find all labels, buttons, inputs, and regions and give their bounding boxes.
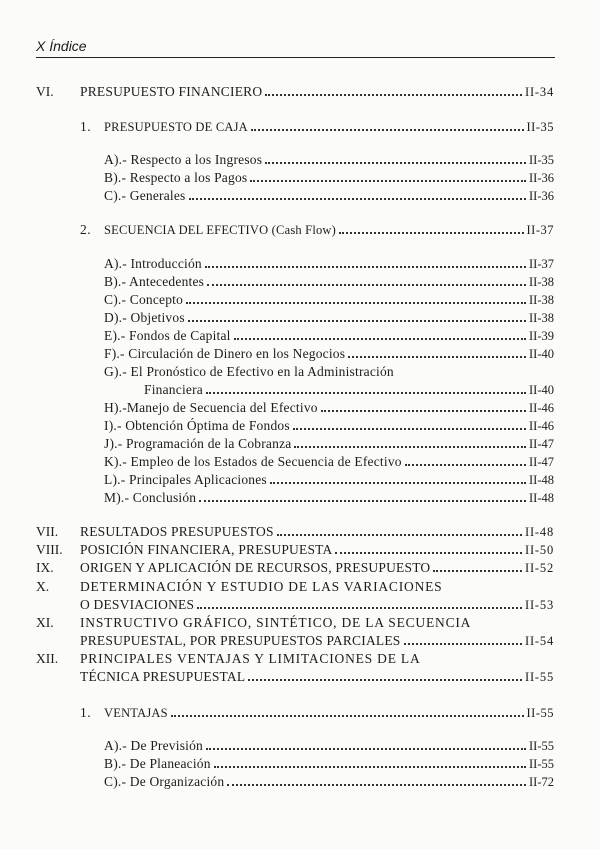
- toc-title: O DESVIACIONES: [80, 597, 195, 612]
- leader-dots: [335, 552, 522, 554]
- toc-entry-vii[interactable]: [80, 524, 554, 540]
- toc-entry-vi-2-l[interactable]: [104, 472, 554, 488]
- toc-title-xi-line1: INSTRUCTIVO GRÁFICO, SINTÉTICO, DE LA SECUENCIA: [80, 615, 472, 630]
- toc-page: II-53: [525, 598, 554, 612]
- toc-title: SECUENCIA DEL EFECTIVO (Cash Flow): [104, 223, 337, 237]
- leader-dots: [339, 232, 523, 234]
- toc-entry-vi-2-m[interactable]: [104, 490, 554, 506]
- toc-number-xii: XII.: [36, 651, 59, 666]
- toc-entry-vi-2-g[interactable]: [144, 382, 554, 398]
- leader-dots: [227, 784, 526, 786]
- toc-entry-vi-2-e[interactable]: [104, 328, 554, 344]
- leader-dots: [214, 766, 526, 768]
- toc-page: II-50: [525, 543, 554, 557]
- toc-page: II-37: [529, 257, 554, 271]
- toc-page: II-36: [529, 171, 554, 185]
- toc-title: C).- De Organización: [104, 774, 225, 789]
- toc-title-x-line1: DETERMINACIÓN Y ESTUDIO DE LAS VARIACIONES: [80, 579, 443, 594]
- toc-page: II-36: [529, 189, 554, 203]
- toc-title: L).- Principales Aplicaciones: [104, 472, 267, 487]
- leader-dots: [348, 356, 526, 358]
- toc-entry-xi[interactable]: [80, 633, 554, 649]
- toc-title: PRESUPUESTO FINANCIERO: [80, 84, 263, 99]
- toc-entry-x[interactable]: [80, 597, 554, 613]
- toc-title: B).- Antecedentes: [104, 274, 205, 289]
- toc-entry-vi-2[interactable]: [104, 222, 554, 238]
- toc-number-xii-1: 1.: [80, 705, 92, 720]
- toc-title: K).- Empleo de los Estados de Secuencia de Efectivo: [104, 454, 402, 469]
- leader-dots: [250, 180, 526, 182]
- toc-title: C).- Concepto: [104, 292, 184, 307]
- toc-entry-vi-2-f[interactable]: [104, 346, 554, 362]
- toc-number-x: X.: [36, 579, 50, 594]
- leader-dots: [405, 464, 526, 466]
- toc-entry-xii-1[interactable]: [104, 705, 554, 721]
- toc-page: II-46: [529, 401, 554, 415]
- toc-entry-vi-2-k[interactable]: [104, 454, 554, 470]
- toc-page: II-40: [529, 383, 554, 397]
- toc-entry-vi-2-b[interactable]: [104, 274, 554, 290]
- leader-dots: [433, 570, 522, 572]
- toc-entry-vi-2-i[interactable]: [104, 418, 554, 434]
- toc-title: B).- De Planeación: [104, 756, 211, 771]
- leader-dots: [265, 162, 526, 164]
- toc-title: ORIGEN Y APLICACIÓN DE RECURSOS, PRESUPUESTO: [80, 560, 431, 575]
- toc-title: RESULTADOS PRESUPUESTOS: [80, 524, 274, 539]
- toc-page: II-72: [529, 775, 554, 789]
- leader-dots: [277, 534, 522, 536]
- leader-dots: [404, 643, 522, 645]
- toc-number-vi-2: 2.: [80, 222, 92, 237]
- toc-page: II-48: [529, 491, 554, 505]
- toc-title-vi-2-g-line1: G).- El Pronóstico de Efectivo en la Administración: [104, 364, 394, 379]
- toc-title: POSICIÓN FINANCIERA, PRESUPUESTA: [80, 542, 333, 557]
- leader-dots: [205, 266, 526, 268]
- toc-title: C).- Generales: [104, 188, 186, 203]
- toc-entry-vi-1-b[interactable]: [104, 170, 554, 186]
- toc-entry-vi-2-a[interactable]: [104, 256, 554, 272]
- toc-entry-xii-1-a[interactable]: [104, 738, 554, 754]
- toc-entry-vi-2-j[interactable]: [104, 436, 554, 452]
- toc-title: M).- Conclusión: [104, 490, 197, 505]
- leader-dots: [171, 715, 524, 717]
- toc-entry-viii[interactable]: [80, 542, 554, 558]
- toc-title: B).- Respecto a los Pagos: [104, 170, 248, 185]
- toc-page: II-48: [529, 473, 554, 487]
- toc-page: II-39: [529, 329, 554, 343]
- toc-page: II-54: [525, 634, 554, 648]
- leader-dots: [207, 284, 526, 286]
- toc-entry-vi-2-d[interactable]: [104, 310, 554, 326]
- toc-page: II-38: [529, 311, 554, 325]
- toc-page: II-55: [526, 706, 554, 720]
- toc-page: II-47: [529, 455, 554, 469]
- toc-entry-xii-1-c[interactable]: [104, 774, 554, 790]
- toc-number-ix: IX.: [36, 560, 54, 575]
- leader-dots: [234, 338, 526, 340]
- toc-title: A).- De Previsión: [104, 738, 204, 753]
- toc-page: II-34: [525, 85, 554, 99]
- leader-dots: [265, 94, 522, 96]
- toc-page: II-52: [525, 561, 554, 575]
- toc-title: PRESUPUESTO DE CAJA: [104, 120, 248, 134]
- leader-dots: [206, 748, 526, 750]
- toc-entry-xii[interactable]: [80, 669, 554, 685]
- toc-title: J).- Programación de la Cobranza: [104, 436, 292, 451]
- leader-dots: [206, 392, 526, 394]
- leader-dots: [270, 482, 526, 484]
- toc-entry-vi-2-c[interactable]: [104, 292, 554, 308]
- toc-page: II-48: [525, 525, 554, 539]
- toc-entry-vi-1-c[interactable]: [104, 188, 554, 204]
- toc-title-xii-line1: PRINCIPALES VENTAJAS Y LIMITACIONES DE LA: [80, 651, 421, 666]
- leader-dots: [197, 607, 522, 609]
- leader-dots: [321, 410, 526, 412]
- toc-number-xi: XI.: [36, 615, 54, 630]
- leader-dots: [186, 302, 526, 304]
- toc-entry-vi-1[interactable]: [104, 119, 554, 135]
- toc-title: I).- Obtención Óptima de Fondos: [104, 418, 290, 433]
- toc-page: II-38: [529, 275, 554, 289]
- toc-page: II-35: [529, 153, 554, 167]
- toc-entry-xii-1-b[interactable]: [104, 756, 554, 772]
- leader-dots: [293, 428, 526, 430]
- toc-page: II-37: [526, 223, 554, 237]
- leader-dots: [188, 320, 526, 322]
- toc-title: A).- Respecto a los Ingresos: [104, 152, 263, 167]
- toc-page: II-47: [529, 437, 554, 451]
- toc-title: D).- Objetivos: [104, 310, 185, 325]
- toc-title: A).- Introducción: [104, 256, 202, 271]
- toc-number-vii: VII.: [36, 524, 59, 539]
- leader-dots: [294, 446, 526, 448]
- toc-entry-ix[interactable]: [80, 560, 554, 576]
- toc-page: II-38: [529, 293, 554, 307]
- leader-dots: [248, 679, 522, 681]
- toc-number-vi-1: 1.: [80, 119, 92, 134]
- toc-entry-vi[interactable]: [80, 84, 554, 100]
- toc-entry-vi-2-h[interactable]: [104, 400, 554, 416]
- toc-page: II-55: [529, 757, 554, 771]
- toc-title: VENTAJAS: [104, 706, 168, 720]
- leader-dots: [199, 500, 526, 502]
- toc-title: Financiera: [144, 382, 203, 397]
- toc-title: PRESUPUESTAL, POR PRESUPUESTOS PARCIALES: [80, 633, 401, 648]
- toc-title: F).- Circulación de Dinero en los Negocios: [104, 346, 346, 361]
- leader-dots: [251, 129, 524, 131]
- toc-page: II-46: [529, 419, 554, 433]
- toc-page: II-55: [529, 739, 554, 753]
- toc-number-vi: VI.: [36, 84, 54, 99]
- leader-dots: [189, 198, 526, 200]
- toc-title: TÉCNICA PRESUPUESTAL: [80, 669, 246, 684]
- toc-title: H).-Manejo de Secuencia del Efectivo: [104, 400, 318, 415]
- toc-page: II-40: [529, 347, 554, 361]
- toc-number-viii: VIII.: [36, 542, 63, 557]
- running-header: X Índice: [36, 38, 555, 58]
- toc-entry-vi-1-a[interactable]: [104, 152, 554, 168]
- toc-page: II-35: [526, 120, 554, 134]
- toc-page: II-55: [525, 670, 554, 684]
- toc-title: E).- Fondos de Capital: [104, 328, 231, 343]
